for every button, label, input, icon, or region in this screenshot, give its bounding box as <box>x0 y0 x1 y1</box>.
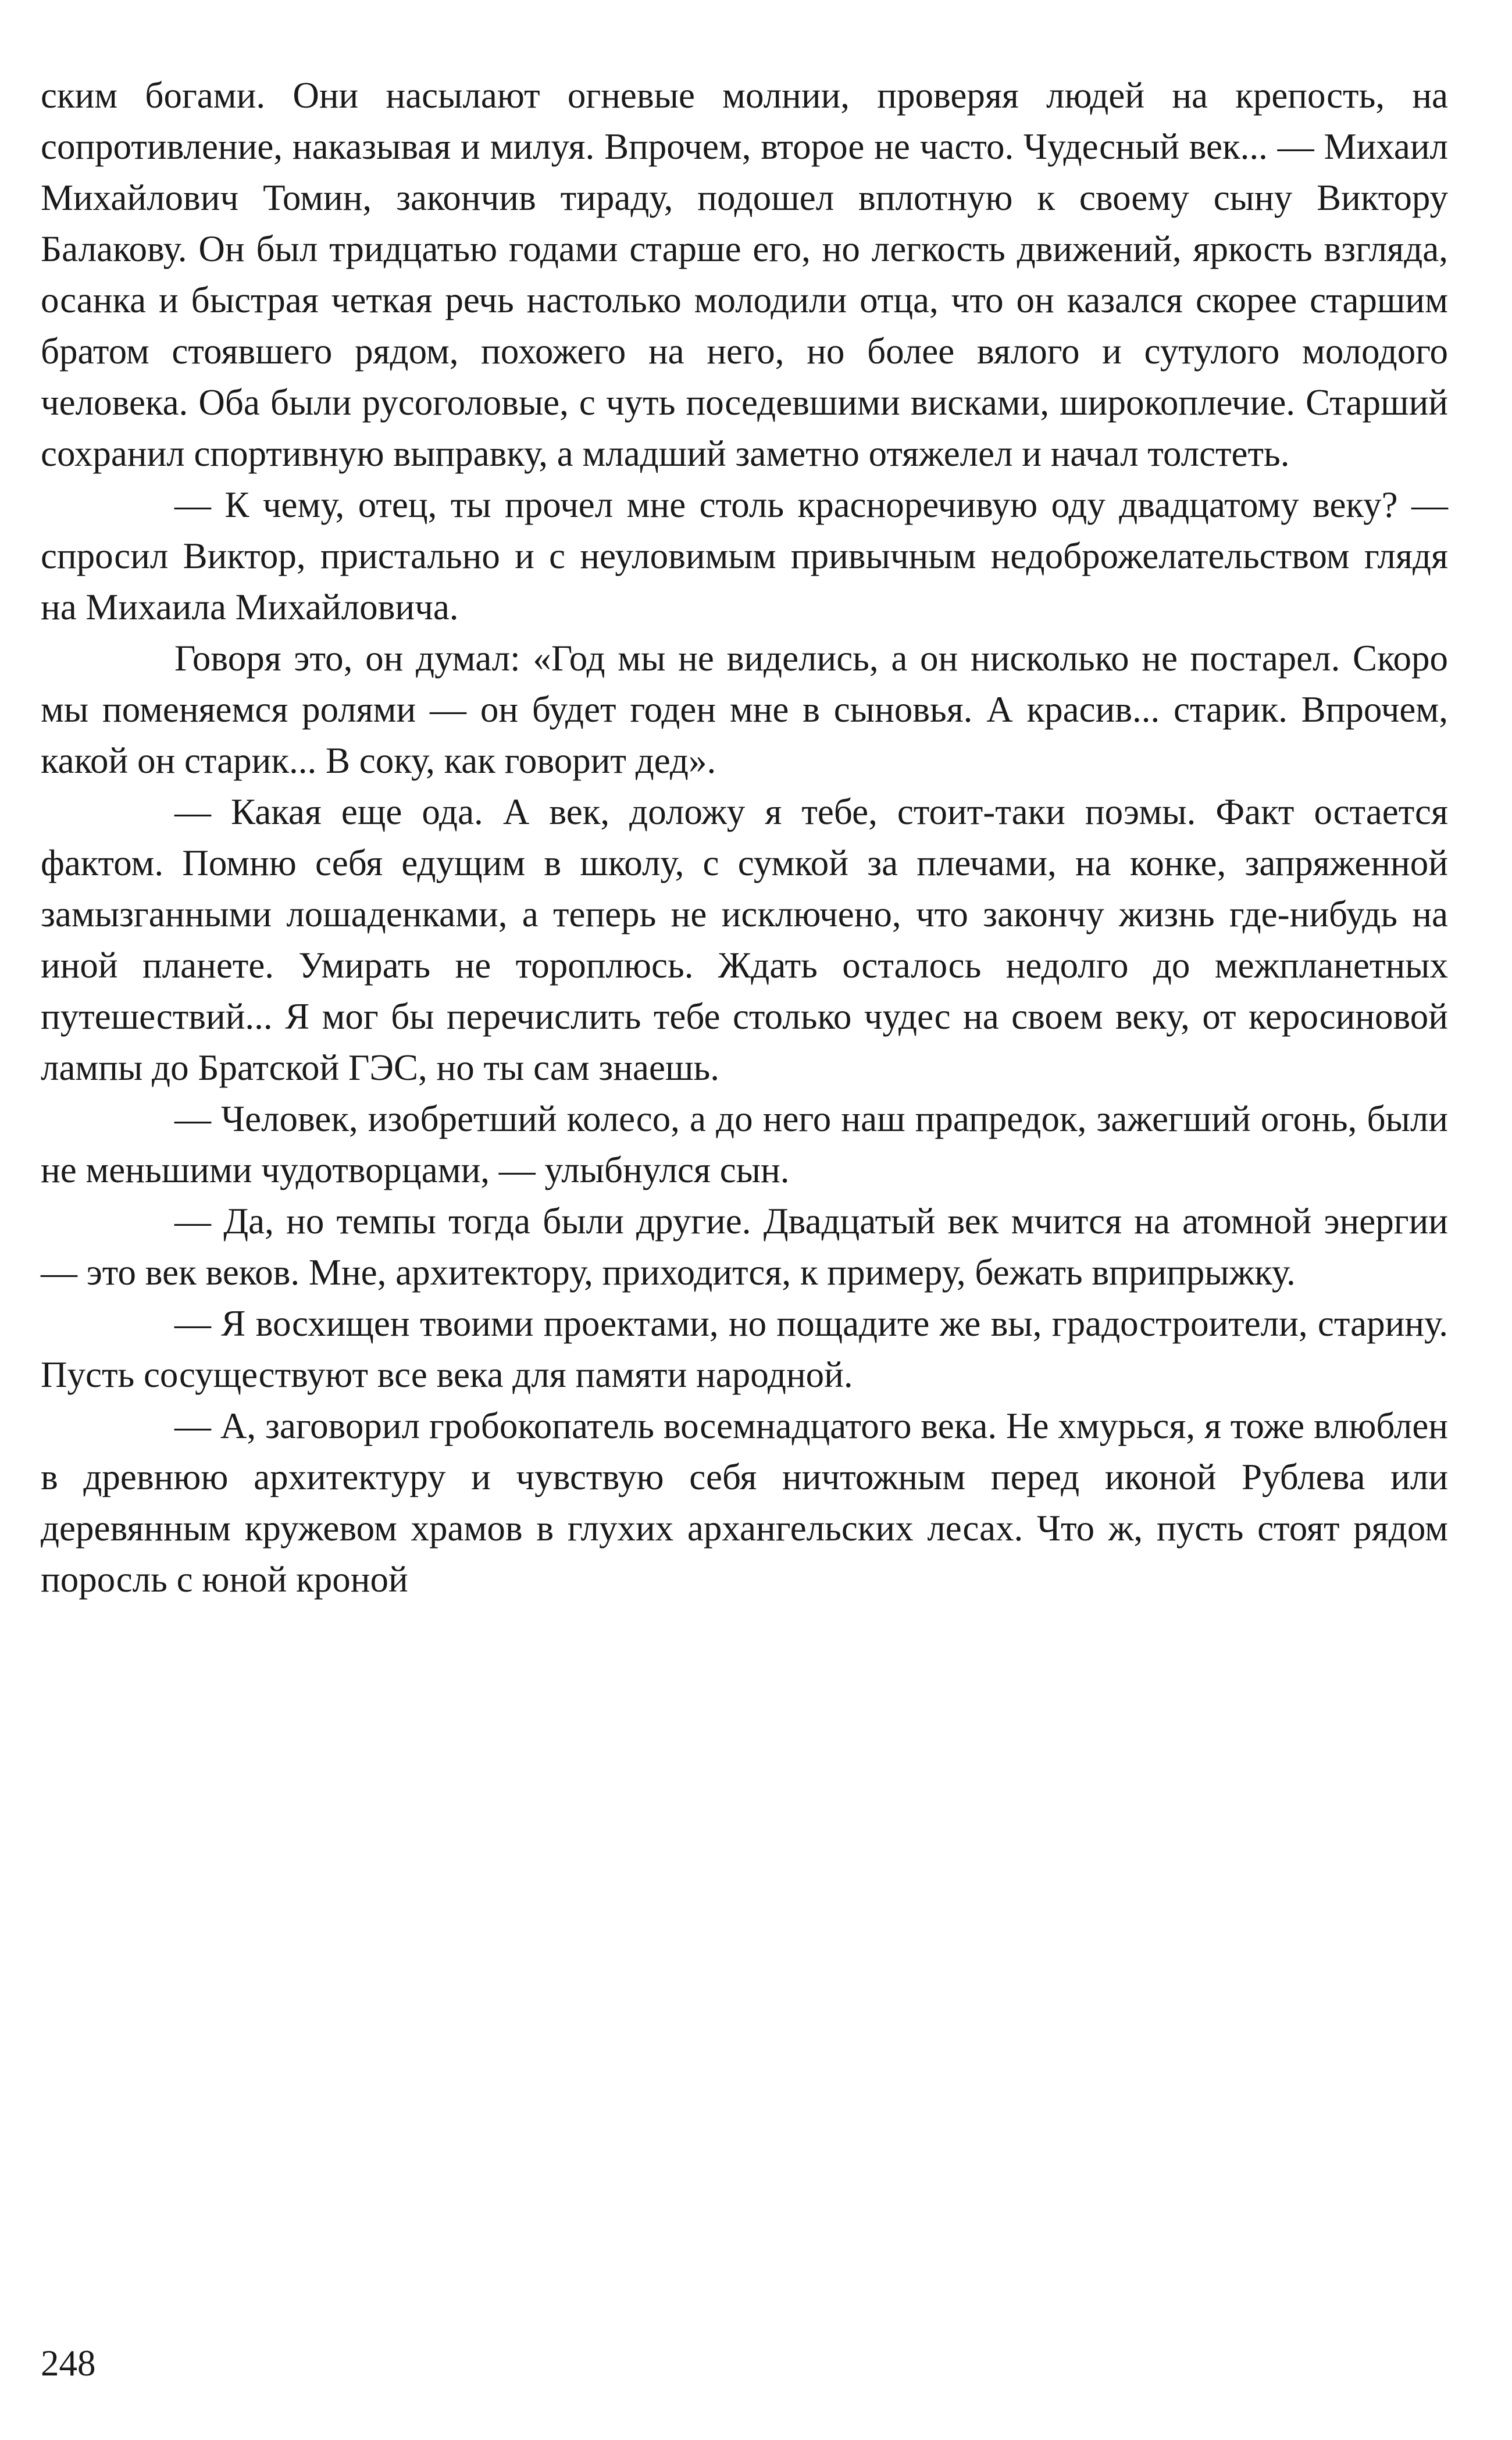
paragraph-4: — Какая еще ода. А век, доложу я тебе, стоит-таки поэмы. Факт остается фактом. Помню себя едущим в школу, с сумкой за плечами, на конке, запряженной замызганными лошаденками, а теперь не исключено, что закончу жизнь где-нибудь на иной планете. Умирать не тороплюсь. Ждать осталось недолго до межпланетных путешествий... Я мог бы перечислить тебе столько чудес на своем веку, от керосиновой лампы до Братской ГЭС, но ты сам знаешь. <box>41 791 1448 1088</box>
book-page <box>41 70 1448 1605</box>
paragraph-1: ским богами. Они насылают огневые молнии, проверяя людей на крепость, на сопротивление, наказывая и милуя. Впрочем, второе не часто. Чудесный век... — Михаил Михайлович Томин, закончив тираду, подошел вплотную к своему сыну Виктору Балакову. Он был тридцатью годами старше его, но легкость движений, яркость взгляда, осанка и быстрая четкая речь настолько молодили отца, что он казался скорее старшим братом стоявшего рядом, похожего на него, но более вялого и сутулого молодого человека. Оба были русоголовые, с чуть поседевшими висками, широкоплечие. Старший сохранил спортивную выправку, а младший заметно отяжелел и начал толстеть. <box>41 75 1448 474</box>
paragraph-2: — К чему, отец, ты прочел мне столь красноречивую оду двадцатому веку? — спросил Виктор, пристально и с неуловимым привычным недоброжелательством глядя на Михаила Михайловича. <box>41 484 1448 627</box>
paragraph-8: — А, заговорил гробокопатель восемнадцатого века. Не хмурься, я тоже влюблен в древнюю архитектуру и чувствую себя ничтожным перед иконой Рублева или деревянным кружевом храмов в глухих архангельских лесах. Что ж, пусть стоят рядом поросль с юной кроной <box>41 1406 1448 1600</box>
paragraph-3: Говоря это, он думал: «Год мы не виделись, а он нисколько не постарел. Скоро мы поменяемся ролями — он будет годен мне в сыновья. А красив... старик. Впрочем, какой он старик... В соку, как говорит дед». <box>41 638 1448 781</box>
paragraph-5: — Человек, изобретший колесо, а до него наш прапредок, зажегший огонь, были не меньшими чудотворцами, — улыбнулся сын. <box>41 1098 1448 1190</box>
paragraph-6: — Да, но темпы тогда были другие. Двадцатый век мчится на атомной энергии — это век веков. Мне, архитектору, приходится, к примеру, бежать вприпрыжку. <box>41 1201 1448 1293</box>
page-number: 248 <box>41 2343 96 2384</box>
paragraph-7: — Я восхищен твоими проектами, но пощадите же вы, градостроители, старину. Пусть сосуществуют все века для памяти народной. <box>41 1303 1448 1395</box>
